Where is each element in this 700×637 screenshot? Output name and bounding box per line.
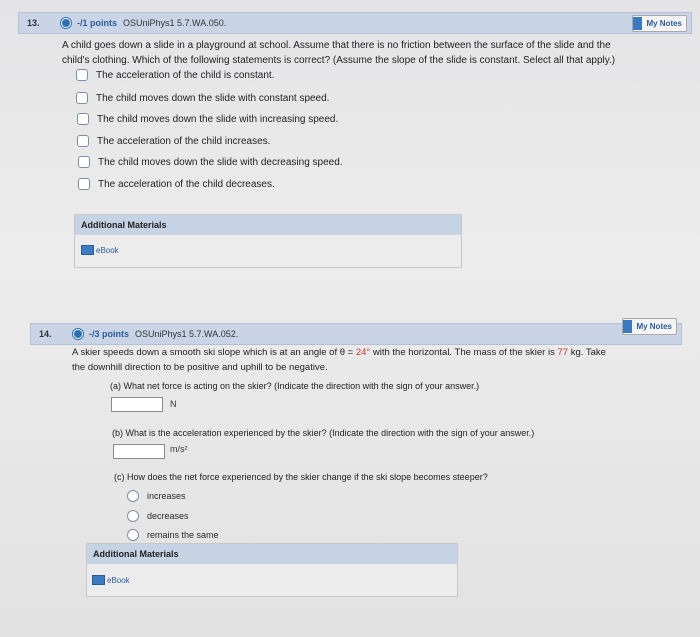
additional-materials-panel <box>86 543 458 597</box>
option-checkbox[interactable] <box>76 69 274 81</box>
additional-materials-panel <box>74 214 462 268</box>
checkbox-icon[interactable] <box>77 113 89 125</box>
additional-materials-title: Additional Materials <box>75 215 461 235</box>
radio-icon[interactable] <box>127 490 139 502</box>
part-c-question: (c) How does the net force experienced by the skier change if the ski slope becomes steeper? <box>114 472 488 482</box>
mass-value: 77 <box>557 347 569 358</box>
question-14-header <box>30 323 682 345</box>
notes-icon <box>633 17 642 30</box>
option-label: The acceleration of the child decreases. <box>98 178 275 190</box>
option-checkbox[interactable] <box>78 178 275 190</box>
additional-materials-title: Additional Materials <box>87 544 457 564</box>
book-icon <box>81 245 94 255</box>
part-b-question: (b) What is the acceleration experienced by the skier? (Indicate the direction with the sign of your answer.) <box>112 428 535 438</box>
ebook-label: eBook <box>107 575 130 585</box>
book-icon <box>92 575 105 585</box>
checkbox-icon[interactable] <box>78 156 90 168</box>
radio-option[interactable] <box>127 490 186 502</box>
radio-label: remains the same <box>147 530 219 540</box>
option-label: The child moves down the slide with constant speed. <box>96 92 330 104</box>
question-number: 14. <box>39 329 52 339</box>
option-label: The acceleration of the child increases. <box>97 135 271 147</box>
question-number: 13. <box>27 18 40 28</box>
option-checkbox[interactable] <box>77 113 338 125</box>
option-checkbox[interactable] <box>77 135 270 147</box>
question-14-prompt <box>72 345 682 375</box>
prompt-text-c: kg. Take <box>568 347 606 358</box>
option-label: The acceleration of the child is constant. <box>96 69 275 81</box>
ebook-link[interactable] <box>81 245 119 255</box>
my-notes-label: My Notes <box>636 322 672 331</box>
prompt-text-b: with the horizontal. The mass of the skier is <box>370 347 558 358</box>
points-label: -/1 points <box>77 18 117 28</box>
checkbox-icon[interactable] <box>76 69 88 81</box>
unit-acceleration: m/s² <box>170 444 188 454</box>
acceleration-input[interactable] <box>113 444 165 459</box>
option-label: The child moves down the slide with increasing speed. <box>97 113 339 125</box>
checkbox-icon[interactable] <box>77 135 89 147</box>
question-source: OSUniPhys1 5.7.WA.052. <box>135 329 239 339</box>
option-label: The child moves down the slide with decreasing speed. <box>98 156 343 168</box>
prompt-text-a: A skier speeds down a smooth ski slope which is at an angle of θ = <box>72 347 356 358</box>
status-dot-icon <box>61 18 71 28</box>
angle-value: 24° <box>355 347 371 358</box>
question-13-prompt <box>62 38 682 68</box>
prompt-line-1 <box>72 345 682 360</box>
checkbox-icon[interactable] <box>78 178 90 190</box>
radio-option[interactable] <box>127 529 219 541</box>
radio-label: increases <box>147 491 186 501</box>
prompt-line-1: A child goes down a slide in a playground at school. Assume that there is no friction between the surface of the slide and the <box>62 40 611 51</box>
points-label: -/3 points <box>89 329 129 339</box>
part-a-question: (a) What net force is acting on the skier? (Indicate the direction with the sign of your answer.) <box>110 381 480 391</box>
option-checkbox[interactable] <box>76 92 329 104</box>
option-checkbox[interactable] <box>78 156 343 168</box>
ebook-label: eBook <box>96 245 119 255</box>
net-force-input[interactable] <box>111 397 163 412</box>
unit-newton: N <box>170 399 177 409</box>
radio-label: decreases <box>147 511 189 521</box>
prompt-line-2: child's clothing. Which of the following statements is correct? (Assume the slope of the slide is constant. Select all that apply.) <box>62 55 616 66</box>
ebook-link[interactable] <box>92 575 130 585</box>
radio-icon[interactable] <box>127 529 139 541</box>
my-notes-label: My Notes <box>646 19 682 28</box>
my-notes-button[interactable] <box>622 318 677 335</box>
radio-icon[interactable] <box>127 510 139 522</box>
question-source: OSUniPhys1 5.7.WA.050. <box>123 18 227 28</box>
checkbox-icon[interactable] <box>76 92 88 104</box>
prompt-line-2: the downhill direction to be positive and uphill to be negative. <box>72 362 328 373</box>
notes-icon <box>623 320 632 333</box>
status-dot-icon <box>73 329 83 339</box>
question-13-header <box>18 12 692 34</box>
radio-option[interactable] <box>127 510 189 522</box>
my-notes-button[interactable] <box>632 15 687 32</box>
